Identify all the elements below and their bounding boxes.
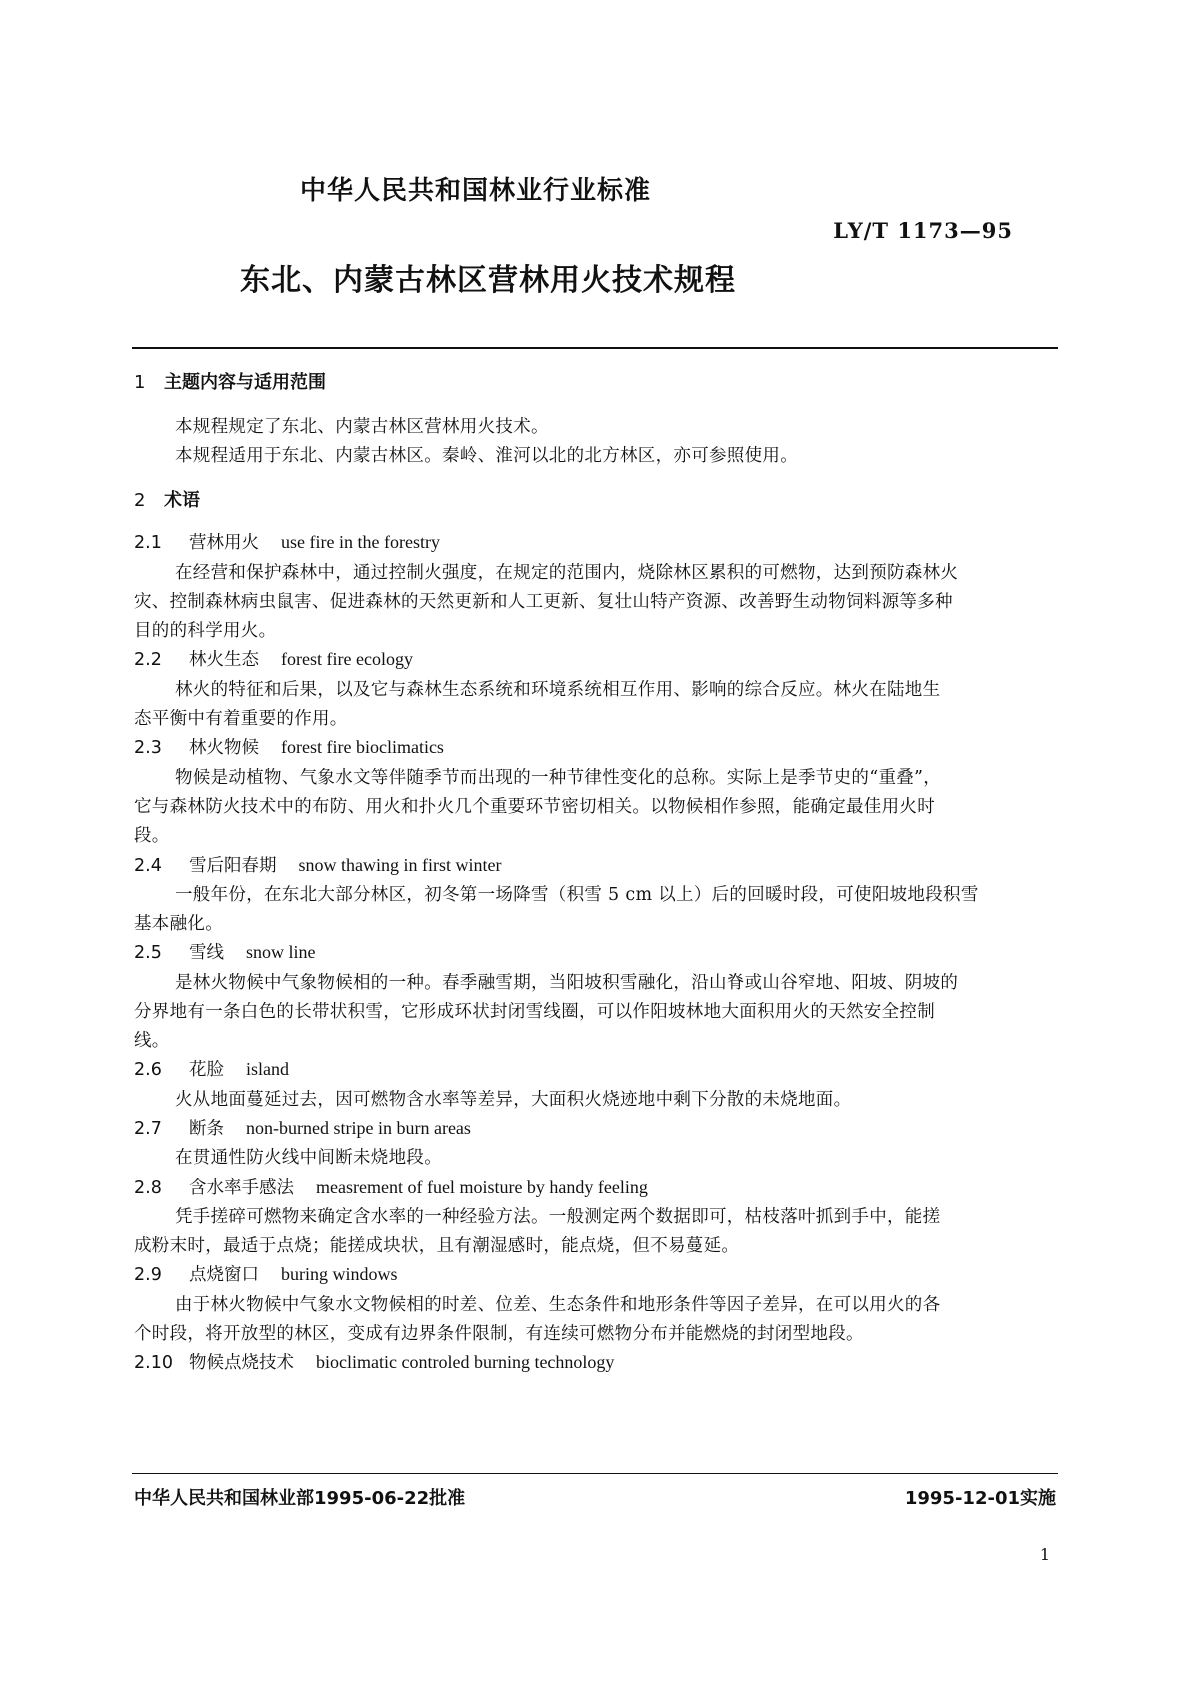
term-chinese: 物候点烧技术	[189, 1353, 294, 1373]
term-english: snow thawing in first winter	[298, 855, 502, 875]
definition-line: 段。	[134, 826, 170, 846]
definition-line: 分界地有一条白色的长带状积雪，它形成环状封闭雪线圈，可以作阳坡林地大面积用火的天然安全控制	[134, 1002, 935, 1022]
standard-code: LY/T 1173—95	[833, 218, 1013, 243]
term-chinese: 雪线	[189, 943, 224, 963]
term-heading-2-4	[134, 852, 501, 877]
section-2-heading	[134, 486, 200, 512]
definition-line: 灾、控制森林病虫鼠害、促进森林的天然更新和人工更新、复壮山特产资源、改善野生动物饲料源等多种	[134, 592, 953, 612]
definition-line: 凭手搓碎可燃物来确定含水率的一种经验方法。一般测定两个数据即可，枯枝落叶抓到手中，能搓	[175, 1207, 941, 1227]
section-number: 2	[134, 490, 146, 511]
approval-date: 中华人民共和国林业部1995-06-22批准	[134, 1488, 466, 1509]
definition-line: 基本融化。	[134, 914, 223, 934]
term-chinese: 林火物候	[189, 738, 259, 758]
definition-line: 线。	[134, 1031, 170, 1051]
term-heading-2-8	[134, 1174, 648, 1199]
definition-line: 成粉末时，最适于点烧；能搓成块状，且有潮湿感时，能点烧，但不易蔓延。	[134, 1236, 740, 1256]
definition-line: 目的的科学用火。	[134, 621, 277, 641]
term-heading-2-7	[134, 1115, 471, 1140]
definition-line: 由于林火物候中气象水文物候相的时差、位差、生态条件和地形条件等因子差异，在可以用火的各	[175, 1295, 941, 1315]
definition-line: 林火的特征和后果，以及它与森林生态系统和环境系统相互作用、影响的综合反应。林火在陆地生	[175, 680, 941, 700]
term-heading-2-10	[134, 1349, 614, 1374]
term-english: bioclimatic controled burning technology	[316, 1352, 615, 1372]
term-english: forest fire bioclimatics	[281, 737, 444, 757]
definition-line: 个时段，将开放型的林区，变成有边界条件限制，有连续可燃物分布并能燃烧的封闭型地段。	[134, 1324, 864, 1344]
term-number: 2.3	[134, 738, 162, 758]
term-number: 2.8	[134, 1178, 162, 1198]
section-number: 1	[134, 372, 146, 393]
term-heading-2-6	[134, 1056, 289, 1081]
header-divider	[132, 347, 1058, 349]
term-english: snow line	[246, 942, 316, 962]
issuing-organization: 中华人民共和国林业行业标准	[300, 176, 652, 206]
term-number: 2.5	[134, 943, 162, 963]
term-number: 2.7	[134, 1119, 162, 1139]
definition-line: 态平衡中有着重要的作用。	[134, 709, 348, 729]
term-english: non-burned stripe in burn areas	[246, 1118, 471, 1138]
term-number: 2.2	[134, 650, 162, 670]
term-number: 2.10	[134, 1353, 173, 1373]
definition-line: 是林火物候中气象物候相的一种。春季融雪期，当阳坡积雪融化，沿山脊或山谷窄地、阳坡、阴坡的	[175, 973, 959, 993]
term-chinese: 雪后阳春期	[189, 856, 277, 876]
term-heading-2-3	[134, 734, 444, 759]
term-english: island	[246, 1059, 289, 1079]
footer-divider	[132, 1473, 1058, 1474]
document-title: 东北、内蒙古林区营林用火技术规程	[240, 263, 736, 298]
term-english: forest fire ecology	[281, 649, 413, 669]
definition-line: 火从地面蔓延过去，因可燃物含水率等差异，大面积火烧迹地中剩下分散的未烧地面。	[175, 1090, 852, 1110]
term-heading-2-2	[134, 646, 413, 671]
term-number: 2.1	[134, 533, 162, 553]
term-heading-2-5	[134, 939, 316, 964]
term-heading-2-1	[134, 529, 440, 554]
section-title: 主题内容与适用范围	[164, 372, 326, 393]
paragraph: 本规程规定了东北、内蒙古林区营林用火技术。	[175, 417, 549, 437]
section-title: 术语	[164, 490, 200, 511]
term-number: 2.4	[134, 856, 162, 876]
definition-line: 它与森林防火技术中的布防、用火和扑火几个重要环节密切相关。以物候相作参照，能确定最佳用火时	[134, 797, 935, 817]
section-1-heading	[134, 368, 326, 394]
term-chinese: 营林用火	[189, 533, 259, 553]
term-number: 2.9	[134, 1265, 162, 1285]
definition-line: 在经营和保护森林中，通过控制火强度，在规定的范围内，烧除林区累积的可燃物，达到预防森林火	[175, 563, 959, 583]
term-chinese: 花脸	[189, 1060, 224, 1080]
term-chinese: 含水率手感法	[189, 1178, 294, 1198]
definition-line: 物候是动植物、气象水文等伴随季节而出现的一种节律性变化的总称。实际上是季节史的“重叠”，	[175, 768, 942, 788]
term-english: use fire in the forestry	[281, 532, 440, 552]
implementation-date: 1995-12-01实施	[904, 1488, 1056, 1509]
definition-line: 在贯通性防火线中间断未烧地段。	[175, 1148, 442, 1168]
paragraph: 本规程适用于东北、内蒙古林区。秦岭、淮河以北的北方林区，亦可参照使用。	[175, 446, 798, 466]
term-heading-2-9	[134, 1261, 398, 1286]
term-english: buring windows	[281, 1264, 398, 1284]
page-number: 1	[1039, 1545, 1050, 1564]
term-english: measrement of fuel moisture by handy feeling	[316, 1177, 648, 1197]
definition-line: 一般年份，在东北大部分林区，初冬第一场降雪（积雪 5 cm 以上）后的回暖时段，可使阳坡地段积雪	[175, 885, 979, 905]
term-chinese: 林火生态	[189, 650, 259, 670]
term-chinese: 点烧窗口	[189, 1265, 259, 1285]
term-chinese: 断条	[189, 1119, 224, 1139]
term-number: 2.6	[134, 1060, 162, 1080]
